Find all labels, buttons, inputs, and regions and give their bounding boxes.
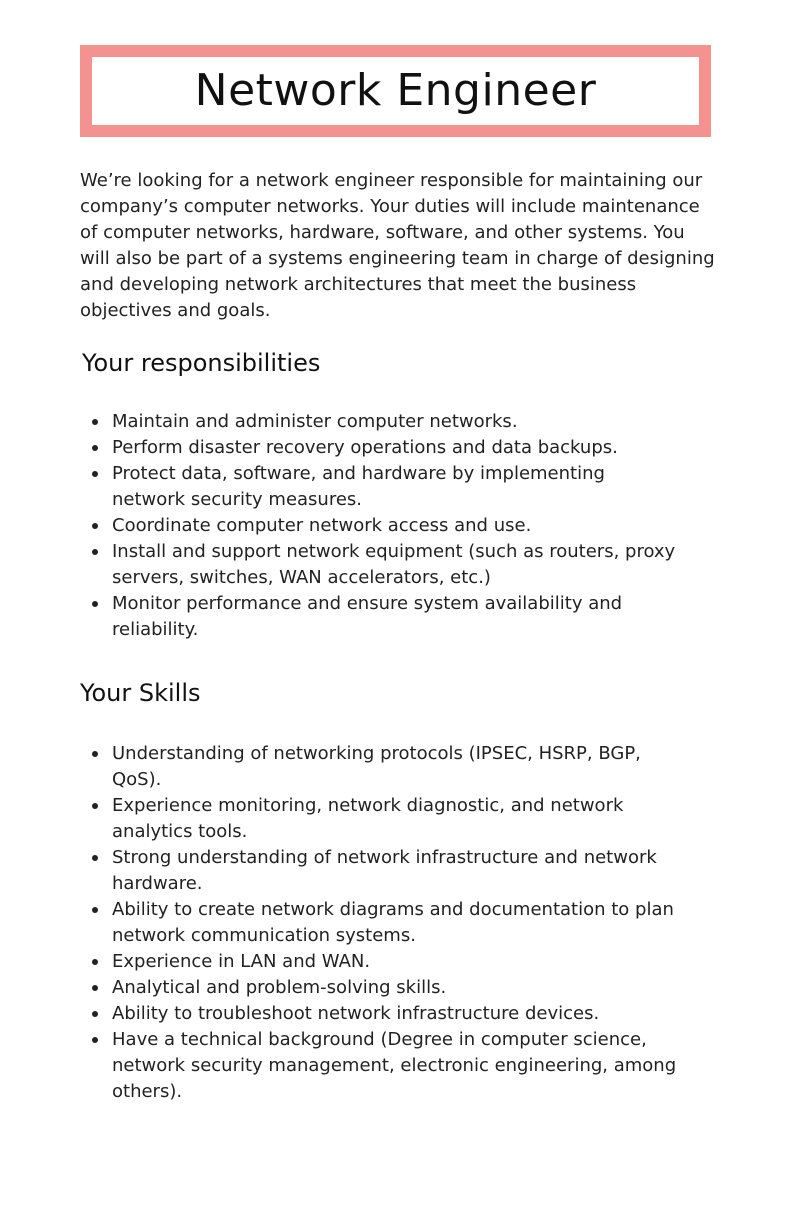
list-item bbox=[112, 949, 692, 975]
list-item bbox=[112, 793, 692, 845]
bullet-icon bbox=[92, 549, 98, 555]
list-item-text: Coordinate computer network access and use. bbox=[112, 515, 532, 536]
responsibilities-list bbox=[112, 409, 682, 643]
bullet-icon bbox=[92, 471, 98, 477]
list-item-text: Experience in LAN and WAN. bbox=[112, 951, 371, 972]
list-item-text: Protect data, software, and hardware by implementing network security measures. bbox=[112, 463, 605, 510]
list-item-text: Maintain and administer computer networks. bbox=[112, 411, 518, 432]
list-item bbox=[112, 409, 682, 435]
bullet-icon bbox=[92, 803, 98, 809]
bullet-icon bbox=[92, 959, 98, 965]
list-item-text: Understanding of networking protocols (IPSEC, HSRP, BGP, QoS). bbox=[112, 743, 641, 790]
list-item-text: Analytical and problem-solving skills. bbox=[112, 977, 447, 998]
list-item-text: Strong understanding of network infrastructure and network hardware. bbox=[112, 847, 657, 894]
bullet-icon bbox=[92, 601, 98, 607]
list-item bbox=[112, 1027, 692, 1105]
list-item-text: Experience monitoring, network diagnostic, and network analytics tools. bbox=[112, 795, 624, 842]
list-item-text: Ability to create network diagrams and documentation to plan network communication systems. bbox=[112, 899, 674, 946]
list-item bbox=[112, 513, 682, 539]
list-item-text: Monitor performance and ensure system availability and reliability. bbox=[112, 593, 623, 640]
list-item bbox=[112, 897, 692, 949]
skills-heading: Your Skills bbox=[80, 679, 201, 707]
list-item bbox=[112, 741, 692, 793]
skills-list bbox=[112, 741, 692, 1105]
list-item-text: Perform disaster recovery operations and data backups. bbox=[112, 437, 618, 458]
bullet-icon bbox=[92, 1011, 98, 1017]
bullet-icon bbox=[92, 419, 98, 425]
bullet-icon bbox=[92, 907, 98, 913]
list-item-text: Install and support network equipment (such as routers, proxy servers, switches, WAN accelerators, etc.) bbox=[112, 541, 676, 588]
list-item bbox=[112, 845, 692, 897]
responsibilities-heading: Your responsibilities bbox=[82, 349, 321, 377]
list-item-text: Ability to troubleshoot network infrastructure devices. bbox=[112, 1003, 600, 1024]
list-item bbox=[112, 975, 692, 1001]
list-item-text: Have a technical background (Degree in computer science, network security management, electronic engineering, among others). bbox=[112, 1029, 677, 1102]
page-title: Network Engineer bbox=[194, 65, 597, 116]
bullet-icon bbox=[92, 751, 98, 757]
bullet-icon bbox=[92, 1037, 98, 1043]
list-item bbox=[112, 539, 682, 591]
bullet-icon bbox=[92, 985, 98, 991]
list-item bbox=[112, 1001, 692, 1027]
list-item bbox=[112, 461, 682, 513]
bullet-icon bbox=[92, 855, 98, 861]
list-item bbox=[112, 591, 682, 643]
bullet-icon bbox=[92, 523, 98, 529]
title-frame bbox=[80, 45, 711, 137]
intro-paragraph: We’re looking for a network engineer responsible for maintaining our company’s computer networks. Your duties will include maintenance of computer networks, hardware, software, and other systems. You will also be part of a systems engineering team in charge of designing and developing network architectures that meet the business objectives and goals. bbox=[80, 170, 715, 321]
list-item bbox=[112, 435, 682, 461]
bullet-icon bbox=[92, 445, 98, 451]
